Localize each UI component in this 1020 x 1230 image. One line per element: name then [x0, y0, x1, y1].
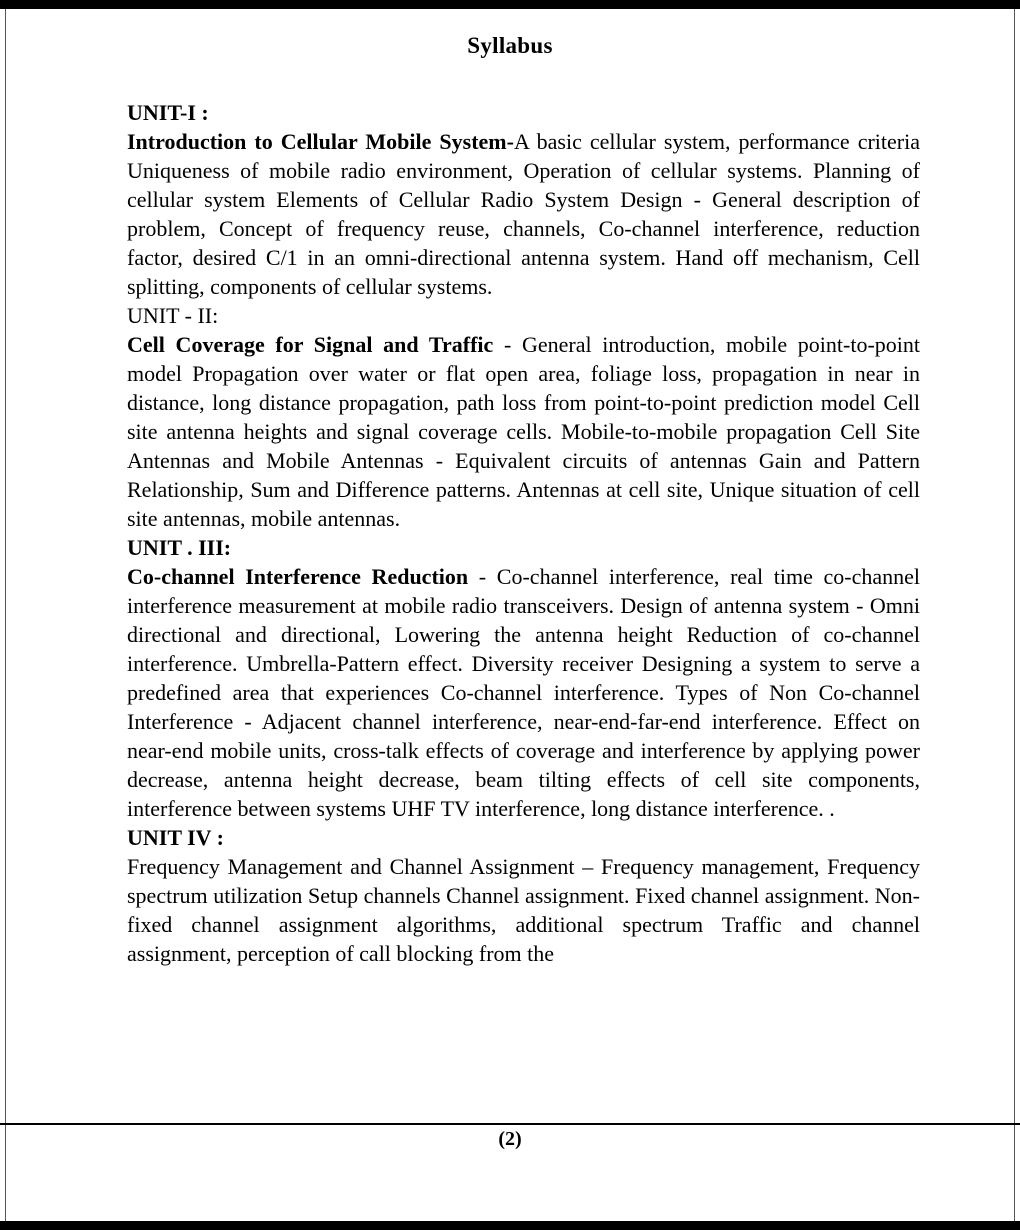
unit-4-body: Frequency Management and Channel Assignment – Frequency management, Frequency spectrum utilization Setup channels Channel assignment. Fixed channel assignment. Non-fixed channel assignment algorithms, additional spectrum Traffic and channel assignment, perception of call blocking from the [127, 853, 920, 966]
unit-1-paragraph [127, 128, 920, 302]
unit-3-body: - Co-channel interference, real time co-channel interference measurement at mobile radio transceivers. Design of antenna system - Omni directional and directional, Lowering the antenna height Reduction of co-channel interference. Umbrella-Pattern effect. Diversity receiver Designing a system to serve a predefined area that experiences Co-channel interference. Types of Non Co-channel Interference - Adjacent channel interference, near-end-far-end interference. Effect on near-end mobile units, cross-talk effects of coverage and interference by applying power decrease, antenna height decrease, beam tilting effects of cell site components, interference between systems UHF TV interference, long distance interference. . [127, 563, 921, 821]
unit-3-section [127, 534, 920, 824]
unit-2-section [127, 302, 920, 534]
unit-3-paragraph [127, 563, 920, 824]
unit-1-heading: UNIT-I : [127, 100, 209, 125]
unit-1-section [127, 99, 920, 302]
footer-rule [0, 1123, 1020, 1125]
page-title: Syllabus [467, 33, 553, 58]
unit-4-section [127, 824, 920, 969]
top-border-bar [0, 0, 1020, 9]
unit-2-paragraph [127, 331, 920, 534]
unit-2-lead: Cell Coverage for Signal and Traffic [127, 331, 494, 357]
unit-4-heading: UNIT IV : [127, 824, 224, 850]
unit-4-paragraph [127, 853, 920, 969]
unit-2-heading: UNIT - II: [127, 302, 219, 328]
unit-3-heading: UNIT . III: [127, 534, 232, 560]
page-footer [0, 1123, 1020, 1151]
bottom-border-bar [0, 1221, 1020, 1230]
page-number: (2) [498, 1128, 522, 1150]
unit-1-body: A basic cellular system, performance criteria Uniqueness of mobile radio environment, Operation of cellular systems. Planning of cellular system Elements of Cellular Radio System Design - General description of problem, Concept of frequency reuse, channels, Co-channel interference, reduction factor, desired C/1 in an omni-directional antenna system. Hand off mechanism, Cell splitting, components of cellular systems. [127, 128, 920, 299]
syllabus-content [127, 99, 920, 969]
unit-1-lead: Introduction to Cellular Mobile System- [127, 128, 514, 154]
unit-2-body: - General introduction, mobile point-to-point model Propagation over water or flat open area, foliage loss, propagation in near in distance, long distance propagation, path loss from point-to-point prediction model Cell site antenna heights and signal coverage cells. Mobile-to-mobile propagation Cell Site Antennas and Mobile Antennas - Equivalent circuits of antennas Gain and Pattern Relationship, Sum and Difference patterns. Antennas at cell site, Unique situation of cell site antennas, mobile antennas. [127, 331, 920, 531]
unit-3-lead: Co-channel Interference Reduction [127, 563, 469, 589]
